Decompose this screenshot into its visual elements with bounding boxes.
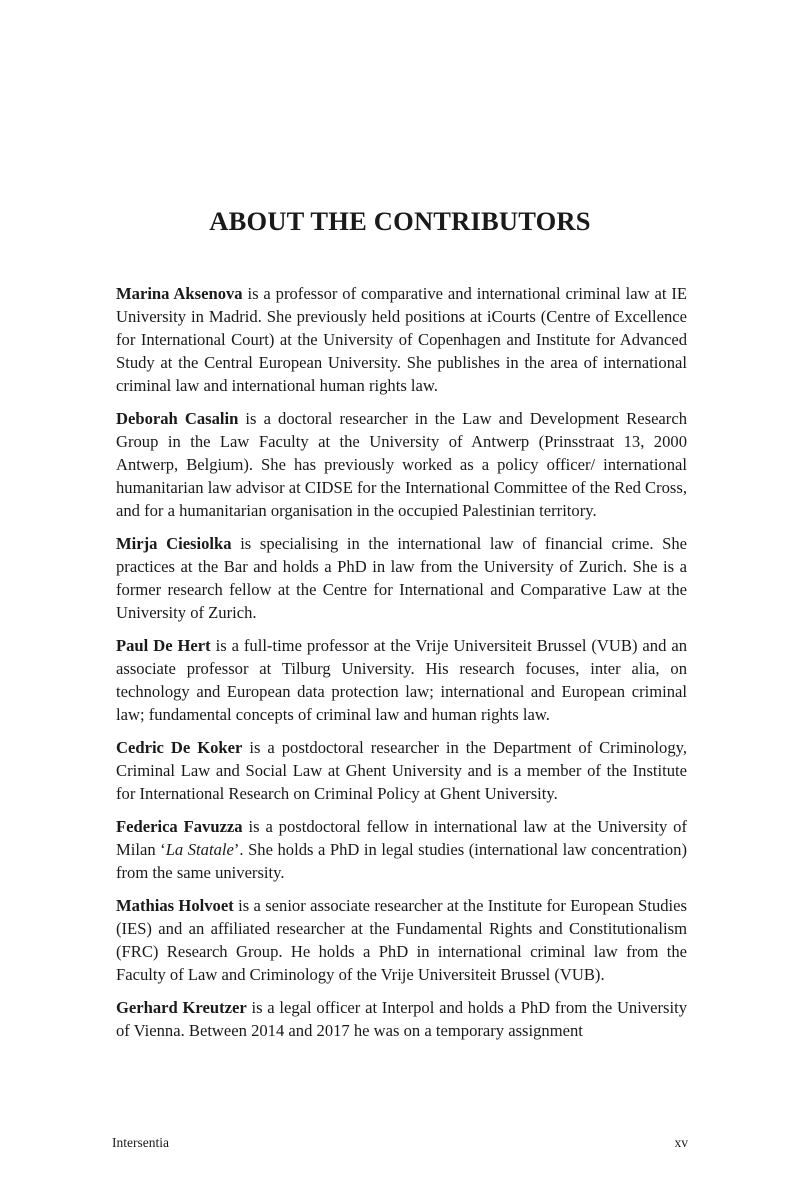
contributor-name: Deborah Casalin	[116, 409, 239, 428]
contributor-name: Federica Favuzza	[116, 817, 243, 836]
contributor-bio: is a full-time professor at the Vrije Universiteit Brussel (VUB) and an associate professor at Tilburg University. His research focuses, inter alia, on technology and European data protection law; international and European criminal law; fundamental concepts of criminal law and human rights law.	[116, 636, 687, 724]
contributor-bio: is a senior associate researcher at the Institute for European Studies (IES) and an affiliated researcher at the Fundamental Rights and Constitutionalism (FRC) Research Group. He holds a PhD in international criminal law from the Faculty of Law and Criminology of the Vrije Universiteit Brussel (VUB).	[116, 896, 687, 984]
contributor-entry	[116, 894, 687, 986]
contributors-list	[116, 282, 687, 1092]
contributor-entry	[116, 634, 687, 726]
contributor-entry	[116, 996, 687, 1042]
contributor-name: Mathias Holvoet	[116, 896, 234, 915]
contributor-bio: is a postdoctoral fellow in international law at the University of Milan ‘	[116, 817, 687, 859]
publisher-name: Intersentia	[112, 1135, 169, 1150]
page-title: ABOUT THE CONTRIBUTORS	[209, 206, 591, 236]
contributor-bio: is a professor of comparative and international criminal law at IE University in Madrid. She previously held positions at iCourts (Centre of Excellence for International Court) at the University of Copenhagen and Institute for Advanced Study at the Central European University. She publishes in the area of international criminal law and international human rights law.	[116, 284, 687, 395]
contributor-bio: is a legal officer at Interpol and holds a PhD from the University of Vienna. Between 2014 and 2017 he was on a temporary assignment	[116, 998, 687, 1040]
contributor-name: Marina Aksenova	[116, 284, 243, 303]
contributor-entry	[116, 815, 687, 884]
page-footer	[112, 1133, 688, 1153]
contributor-entry	[116, 407, 687, 522]
contributor-name: Mirja Ciesiolka	[116, 534, 232, 553]
contributor-bio: is a doctoral researcher in the Law and Development Research Group in the Law Faculty at the University of Antwerp (Prinsstraat 13, 2000 Antwerp, Belgium). She has previously worked as a policy officer/ international humanitarian law advisor at CIDSE for the International Committee of the Red Cross, and for a humanitarian organisation in the occupied Palestinian territory.	[116, 409, 687, 520]
contributor-bio: is specialising in the international law of financial crime. She practices at the Bar and holds a PhD in law from the University of Zurich. She is a former research fellow at the Centre for International and Comparative Law at the University of Zurich.	[116, 534, 687, 622]
contributor-entry	[116, 282, 687, 397]
contributor-entry	[116, 736, 687, 805]
contributor-bio: ’. She holds a PhD in legal studies (international law concentration) from the same university.	[116, 840, 687, 882]
contributor-name: Paul De Hert	[116, 636, 211, 655]
contributor-bio-italic: La Statale	[165, 840, 234, 859]
page-number: xv	[674, 1135, 688, 1150]
contributor-name: Gerhard Kreutzer	[116, 998, 247, 1017]
contributor-name: Cedric De Koker	[116, 738, 243, 757]
contributor-bio: is a postdoctoral researcher in the Department of Criminology, Criminal Law and Social Law at Ghent University and is a member of the Institute for International Research on Criminal Policy at Ghent University.	[116, 738, 687, 803]
contributor-entry	[116, 532, 687, 624]
